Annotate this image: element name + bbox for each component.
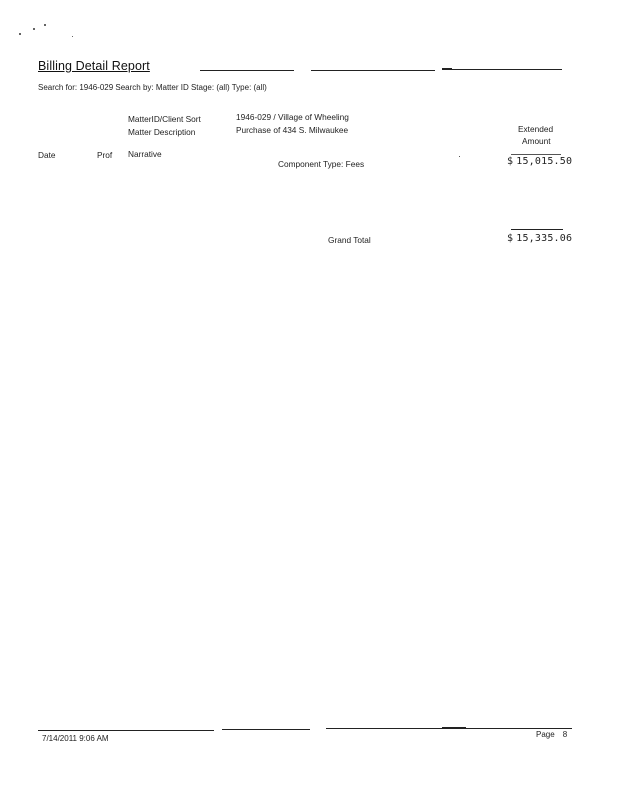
scan-speck: [19, 33, 21, 35]
footer-rule: [466, 728, 572, 729]
footer-rule: [442, 727, 466, 729]
component-type-label: Component Type: Fees: [278, 159, 365, 169]
grand-total-rule: [511, 229, 563, 230]
column-date: Date: [38, 150, 56, 160]
footer-page: [536, 730, 567, 739]
column-narrative: Narrative: [128, 149, 162, 159]
matter-description-label: Matter Description: [128, 127, 196, 137]
scan-speck: [33, 28, 35, 30]
matter-description-value: Purchase of 434 S. Milwaukee: [236, 125, 349, 135]
page-number: 8: [562, 730, 568, 739]
footer-rule: [222, 729, 310, 730]
title-rule: [200, 70, 294, 71]
client-sort-label: MatterID/Client Sort: [128, 114, 201, 124]
extended-header-line2: Amount: [522, 136, 551, 146]
currency-symbol: $: [507, 233, 514, 244]
currency-symbol: $: [507, 156, 514, 167]
amount-rule: [511, 154, 561, 155]
extended-header-line1: Extended: [518, 124, 554, 134]
title-rule: [452, 69, 562, 70]
report-title: Billing Detail Report: [38, 59, 150, 73]
footer-timestamp: 7/14/2011 9:06 AM: [42, 734, 109, 743]
column-prof: Prof: [97, 150, 113, 160]
scan-speck: [44, 24, 46, 26]
title-rule: [311, 70, 435, 71]
component-amount: [507, 156, 572, 167]
grand-total-amount-value: 15,335.06: [516, 233, 573, 244]
grand-total-label: Grand Total: [328, 235, 371, 245]
scan-dot: [459, 156, 460, 157]
footer-rule: [326, 728, 442, 729]
footer-rule: [38, 730, 214, 731]
scan-speck: [72, 36, 73, 37]
grand-total-amount: [507, 233, 572, 244]
title-rule: [442, 68, 452, 70]
component-amount-value: 15,015.50: [516, 156, 573, 167]
client-sort-value: 1946-029 / Village of Wheeling: [236, 112, 349, 122]
search-criteria: Search for: 1946-029 Search by: Matter ID Stage: (all) Type: (all): [38, 83, 267, 92]
page-label: Page: [536, 730, 555, 739]
